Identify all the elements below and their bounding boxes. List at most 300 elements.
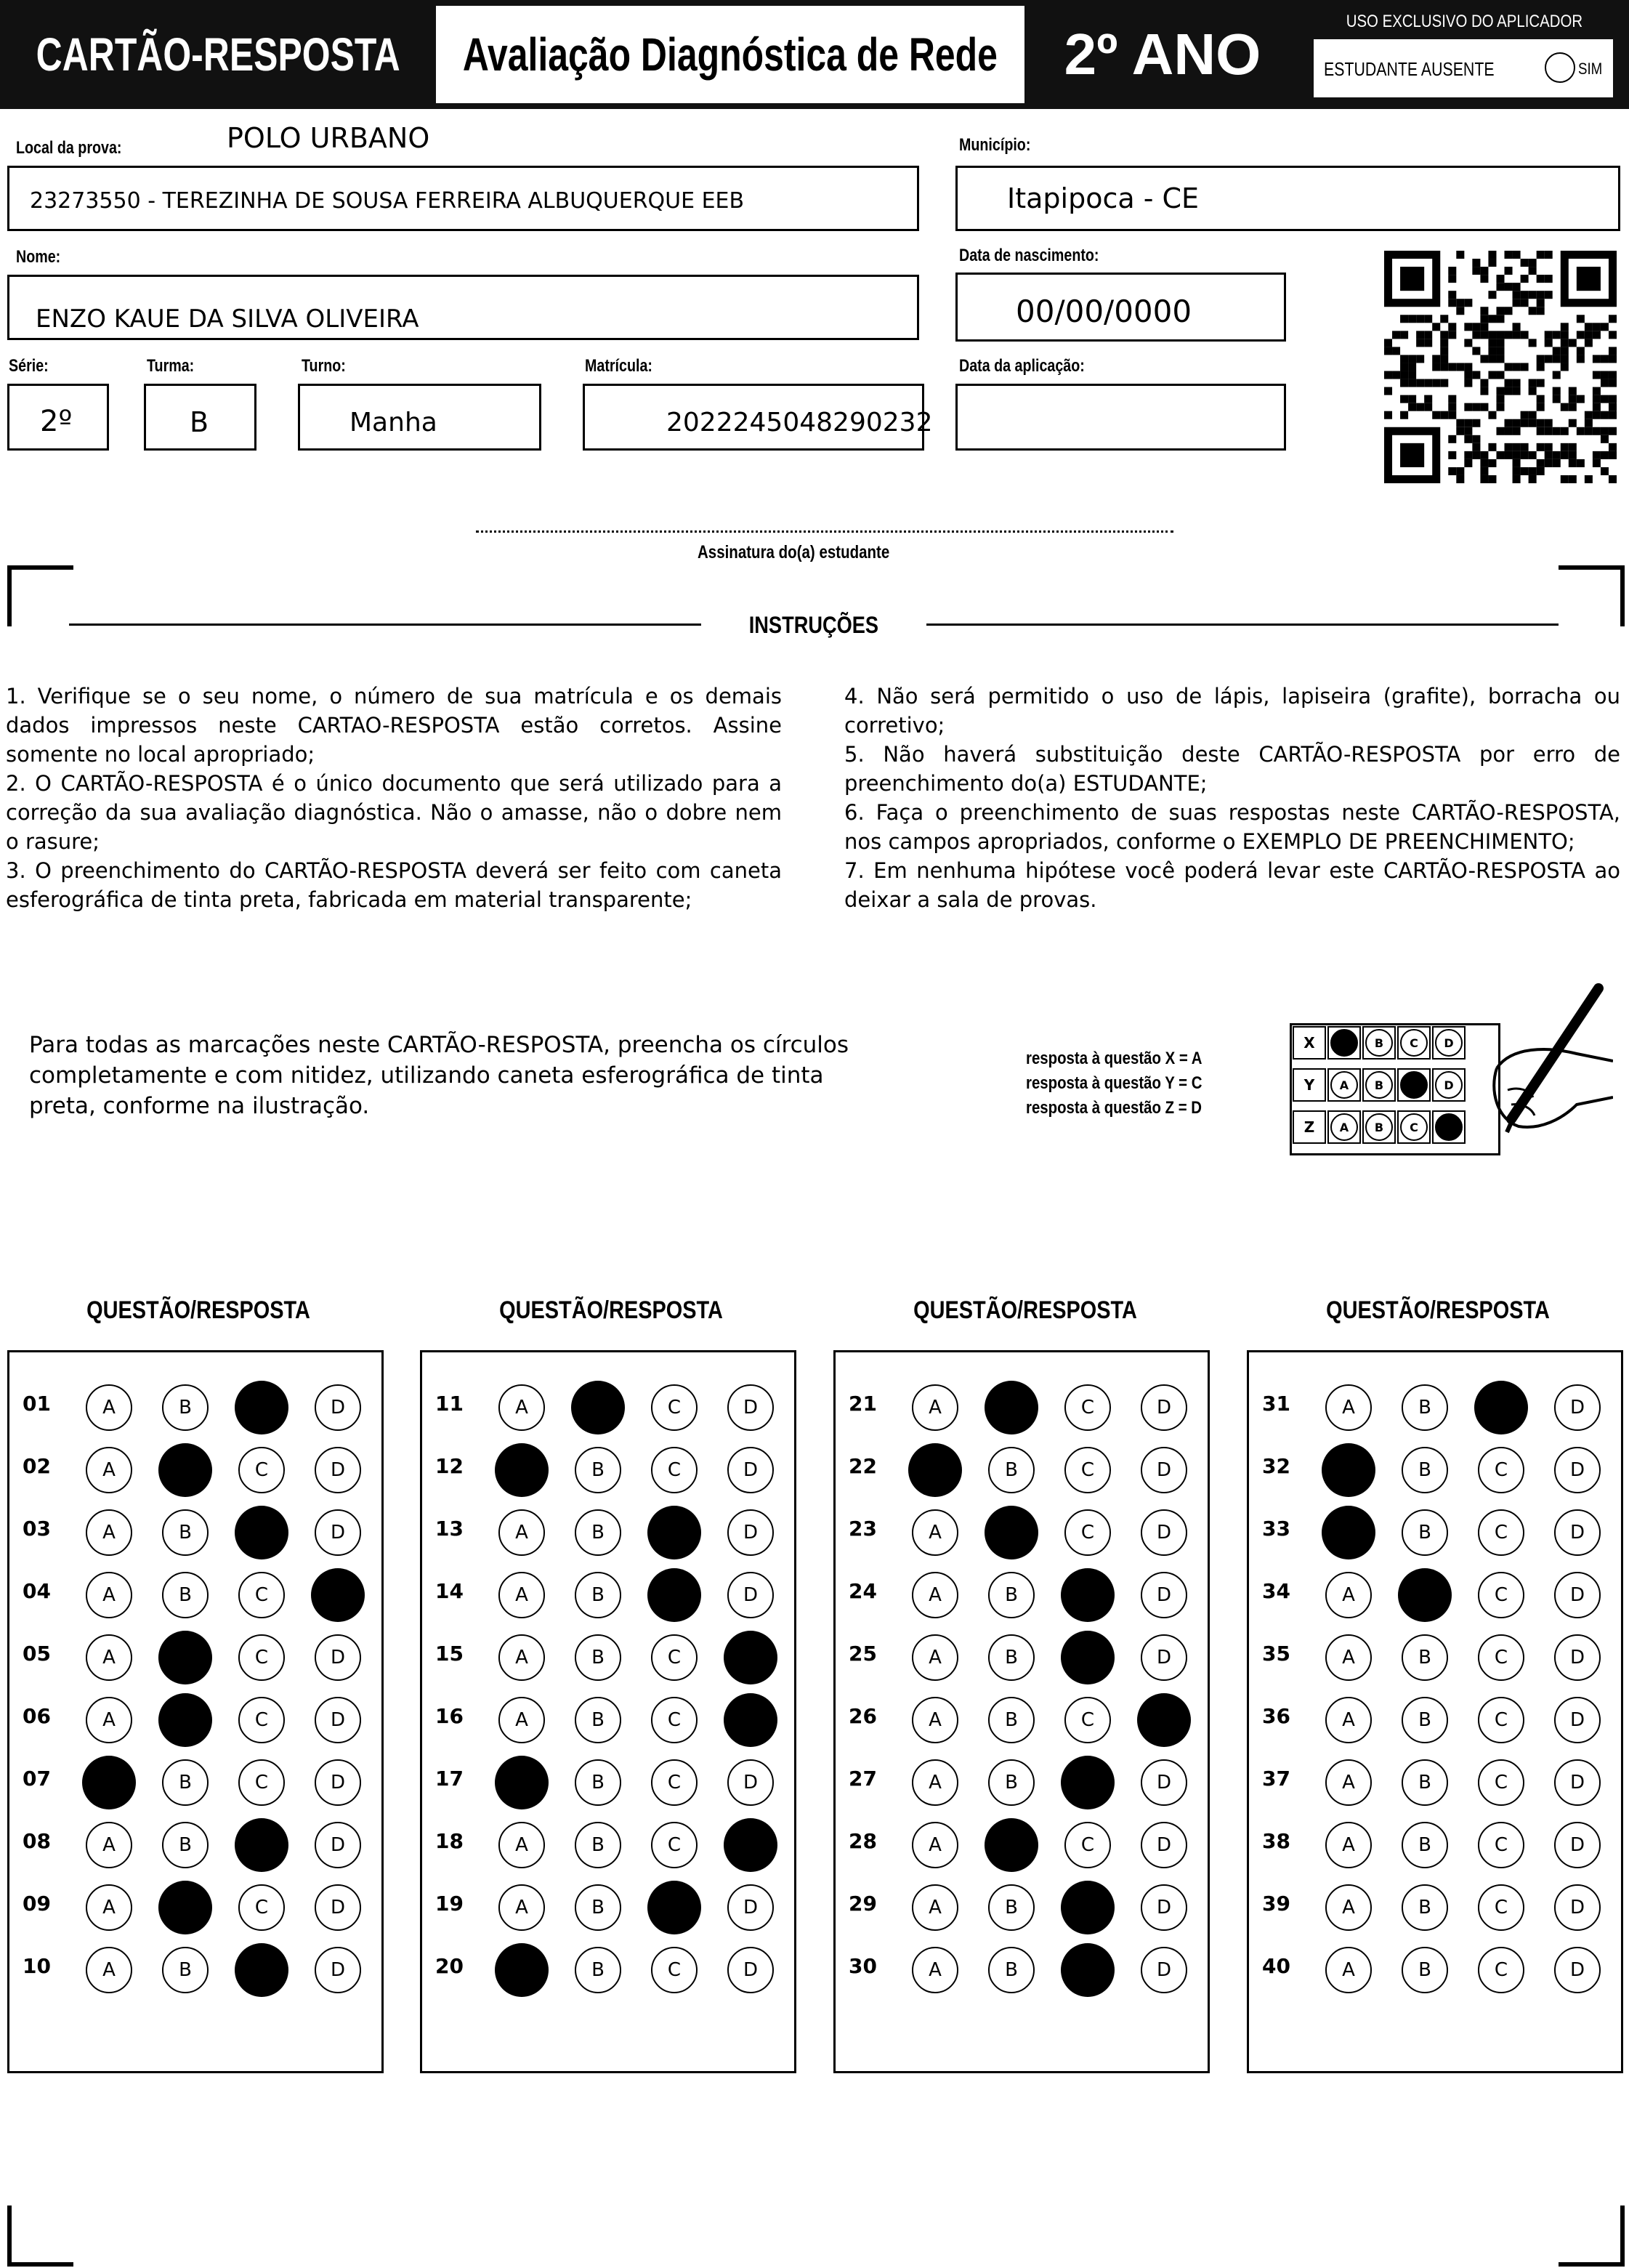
answer-bubble-c[interactable] [1061,1881,1115,1934]
answer-bubble-d[interactable]: D [1141,1634,1187,1681]
serie-label: Série: [9,356,49,376]
question-row [9,1931,381,2001]
absent-checkbox[interactable] [1545,52,1575,83]
question-row [836,1618,1208,1688]
turno-value: Manha [349,408,437,437]
answer-bubble-c[interactable]: C [1478,1509,1524,1556]
matricula-label: Matrícula: [585,356,652,376]
answer-bubble-d[interactable]: D [727,1759,774,1806]
answer-bubble-a[interactable]: A [1325,1634,1372,1681]
question-row [836,1556,1208,1626]
answer-bubble-b[interactable]: B [575,1634,621,1681]
exam-title: Avaliação Diagnóstica de Rede [462,28,998,81]
answer-bubble-b[interactable]: B [575,1884,621,1931]
answer-bubble-d[interactable]: D [1554,1884,1601,1931]
answer-bubble-c[interactable]: C [1064,1384,1111,1431]
question-row [9,1806,381,1876]
answer-bubble-d[interactable] [1137,1693,1191,1747]
answer-bubble-d[interactable]: D [1554,1572,1601,1618]
example-cell [1327,1110,1361,1144]
answer-bubble-c[interactable]: C [651,1447,698,1493]
answer-bubble-d[interactable]: D [727,1572,774,1618]
aplicacao-label: Data da aplicação: [959,356,1085,376]
answer-bubble-a[interactable]: A [498,1572,545,1618]
answer-bubble-c[interactable]: C [1478,1447,1524,1493]
answer-bubble-b[interactable]: B [1402,1384,1448,1431]
answer-bubble-d[interactable]: D [1554,1697,1601,1743]
card-title-text: CARTÃO-RESPOSTA [36,28,400,81]
answer-bubble-b[interactable] [158,1693,212,1747]
answer-bubble-b[interactable]: B [1402,1447,1448,1493]
turma-value: B [190,406,209,438]
answer-bubble-d[interactable]: D [1554,1947,1601,1993]
question-number: 09 [23,1892,51,1916]
answer-bubble-c[interactable] [1061,1631,1115,1684]
question-row [9,1431,381,1501]
question-number: 37 [1262,1767,1290,1791]
answer-bubble-c[interactable]: C [238,1572,285,1618]
example-cell [1432,1110,1466,1144]
example-bubble-d: D [1435,1071,1463,1099]
example-bubble-b: B [1365,1071,1393,1099]
question-row [422,1431,794,1501]
example-cell [1432,1068,1466,1102]
answer-bubble-a[interactable]: A [1325,1572,1372,1618]
answer-bubble-b[interactable]: B [1402,1822,1448,1868]
answer-bubble-c[interactable]: C [238,1447,285,1493]
question-row [422,1806,794,1876]
answer-bubble-a[interactable]: A [86,1572,132,1618]
grade-label: 2º ANO [1064,22,1261,86]
answer-bubble-b[interactable]: B [162,1509,209,1556]
column-title: QUESTÃO/RESPOSTA [1326,1296,1550,1324]
answer-bubble-a[interactable]: A [912,1384,958,1431]
answer-bubble-c[interactable] [235,1943,288,1997]
answer-bubble-b[interactable]: B [575,1447,621,1493]
question-row [836,1493,1208,1563]
answer-bubble-c[interactable] [647,1881,701,1934]
answer-bubble-d[interactable]: D [1141,1947,1187,1993]
answer-bubble-c[interactable]: C [1478,1947,1524,1993]
answer-bubble-c[interactable] [235,1818,288,1872]
answer-bubble-b[interactable]: B [575,1759,621,1806]
question-number: 13 [435,1517,464,1541]
answer-bubble-d[interactable]: D [315,1822,361,1868]
question-row [422,1743,794,1813]
answer-bubble-c[interactable]: C [238,1884,285,1931]
answer-bubble-c[interactable]: C [1478,1634,1524,1681]
answer-bubble-c[interactable] [647,1506,701,1559]
school-box [7,166,919,231]
question-row [1249,1931,1621,2001]
question-number: 26 [849,1704,877,1728]
answer-bubble-d[interactable]: D [315,1759,361,1806]
answer-bubble-b[interactable]: B [162,1384,209,1431]
answer-bubble-a[interactable]: A [86,1447,132,1493]
answer-bubble-b[interactable] [985,1818,1038,1872]
answer-bubble-c[interactable]: C [651,1384,698,1431]
question-number: 34 [1262,1579,1290,1603]
answer-bubble-c[interactable]: C [651,1634,698,1681]
answer-bubble-c[interactable]: C [651,1822,698,1868]
question-number: 16 [435,1704,464,1728]
question-row [836,1368,1208,1438]
answer-bubble-a[interactable]: A [912,1822,958,1868]
question-number: 11 [435,1392,464,1416]
example-cell [1362,1026,1396,1060]
answer-bubble-c[interactable]: C [1478,1572,1524,1618]
answer-bubble-a[interactable] [495,1756,549,1809]
question-row [1249,1493,1621,1563]
answer-bubble-b[interactable]: B [575,1697,621,1743]
answer-bubble-b[interactable]: B [575,1509,621,1556]
answer-bubble-d[interactable] [724,1693,777,1747]
answer-bubble-c[interactable]: C [651,1697,698,1743]
answer-bubble-a[interactable]: A [498,1634,545,1681]
answer-bubble-b[interactable]: B [162,1572,209,1618]
question-row [422,1931,794,2001]
question-number: 40 [1262,1954,1290,1978]
question-row [836,1431,1208,1501]
answer-bubble-b[interactable] [158,1443,212,1497]
signature-line[interactable] [476,530,1173,533]
qr-code [1384,251,1617,483]
question-number: 23 [849,1517,877,1541]
turno-label: Turno: [302,356,346,376]
example-bubble-d [1435,1113,1463,1141]
answer-bubble-d[interactable]: D [727,1384,774,1431]
example-cell [1397,1026,1431,1060]
aplicacao-box[interactable] [955,384,1286,451]
answer-bubble-d[interactable]: D [1141,1884,1187,1931]
answer-bubble-d[interactable]: D [315,1447,361,1493]
nascimento-box [955,273,1286,342]
question-row [1249,1806,1621,1876]
answer-bubble-b[interactable]: B [575,1822,621,1868]
grade-box [1032,11,1293,98]
question-row [1249,1681,1621,1751]
question-number: 33 [1262,1517,1290,1541]
answer-bubble-a[interactable]: A [498,1822,545,1868]
answer-bubble-d[interactable]: D [1554,1447,1601,1493]
answer-bubble-d[interactable]: D [1141,1384,1187,1431]
answer-bubble-a[interactable]: A [86,1384,132,1431]
signature-label: Assinatura do(a) estudante [698,542,890,562]
applicator-box [1308,6,1620,103]
instructions-left [6,682,782,914]
matricula-value: 2022245048290232 [666,408,933,437]
answer-bubble-a[interactable]: A [912,1884,958,1931]
answer-bubble-b[interactable]: B [988,1447,1035,1493]
answer-bubble-b[interactable] [158,1631,212,1684]
instruction-item: 2. O CARTÃO-RESPOSTA é o único documento que será utilizado para a correção da sua avaliação diagnóstica. Não o amasse, não o dobre nem o rasure; [6,771,782,854]
answer-bubble-d[interactable]: D [315,1697,361,1743]
example-bubble-a: A [1330,1071,1358,1099]
answer-bubble-c[interactable]: C [651,1947,698,1993]
question-number: 14 [435,1579,464,1603]
answer-bubble-c[interactable]: C [238,1634,285,1681]
answer-bubble-b[interactable]: B [162,1822,209,1868]
example-bubble-b: B [1365,1113,1393,1141]
answer-bubble-a[interactable]: A [912,1634,958,1681]
question-row [9,1743,381,1813]
question-number: 39 [1262,1892,1290,1916]
column-title: QUESTÃO/RESPOSTA [913,1296,1137,1324]
answer-bubble-a[interactable]: A [498,1509,545,1556]
question-row [9,1493,381,1563]
answer-bubble-c[interactable] [647,1568,701,1622]
question-number: 05 [23,1642,51,1666]
answer-bubble-d[interactable]: D [1554,1634,1601,1681]
question-row [422,1618,794,1688]
answer-bubble-a[interactable] [495,1443,549,1497]
instruction-item: 4. Não será permitido o uso de lápis, lapiseira (grafite), borracha ou corretivo; [844,684,1620,738]
local-value: POLO URBANO [227,122,430,154]
answer-bubble-c[interactable]: C [651,1759,698,1806]
question-number: 20 [435,1954,464,1978]
answer-bubble-a[interactable]: A [86,1947,132,1993]
question-number: 38 [1262,1829,1290,1853]
question-number: 29 [849,1892,877,1916]
answer-bubble-c[interactable]: C [238,1759,285,1806]
question-row [1249,1743,1621,1813]
answer-bubble-b[interactable]: B [988,1884,1035,1931]
answer-bubble-a[interactable]: A [498,1384,545,1431]
applicator-title: USO EXCLUSIVO DO APLICADOR [1346,12,1582,31]
answer-bubble-d[interactable]: D [1141,1572,1187,1618]
answer-bubble-d[interactable]: D [1141,1822,1187,1868]
question-row [422,1368,794,1438]
answer-bubble-a[interactable]: A [1325,1384,1372,1431]
matricula-box [583,384,933,451]
instruction-item: 7. Em nenhuma hipótese você poderá levar este CARTÃO-RESPOSTA ao deixar a sala de provas. [844,858,1620,912]
answer-bubble-c[interactable]: C [1064,1447,1111,1493]
answer-bubble-a[interactable]: A [498,1697,545,1743]
answer-bubble-d[interactable]: D [1141,1759,1187,1806]
answer-bubble-a[interactable]: A [86,1634,132,1681]
answer-bubble-b[interactable]: B [988,1697,1035,1743]
question-number: 06 [23,1704,51,1728]
absent-option-label: SIM [1578,60,1603,78]
question-number: 31 [1262,1392,1290,1416]
absent-label: ESTUDANTE AUSENTE [1324,58,1495,80]
serie-box [7,384,109,451]
municipio-box [955,166,1620,231]
example-cell [1397,1110,1431,1144]
answer-bubble-b[interactable] [1398,1568,1452,1622]
answer-bubble-a[interactable]: A [1325,1947,1372,1993]
answer-bubble-b[interactable]: B [575,1572,621,1618]
instructions-right [844,682,1620,914]
answer-bubble-a[interactable]: A [1325,1759,1372,1806]
answer-bubble-d[interactable]: D [315,1884,361,1931]
instruction-item: 1. Verifique se o seu nome, o número de sua matrícula e os demais dados impressos neste CARTAO-RESPOSTA estão corretos. Assine somente no local apropriado; [6,684,782,767]
answer-bubble-c[interactable]: C [1478,1697,1524,1743]
answer-bubble-d[interactable]: D [727,1509,774,1556]
turma-box [144,384,256,451]
school-value: 23273550 - TEREZINHA DE SOUSA FERREIRA ALBUQUERQUE EEB [30,188,745,214]
answer-bubble-b[interactable]: B [575,1947,621,1993]
example-line: resposta à questão X = A [1026,1049,1202,1068]
answer-bubble-b[interactable]: B [162,1947,209,1993]
answer-bubble-c[interactable]: C [238,1697,285,1743]
example-cell [1362,1110,1396,1144]
answer-bubble-a[interactable]: A [1325,1697,1372,1743]
answer-bubble-b[interactable]: B [988,1759,1035,1806]
answer-bubble-a[interactable]: A [912,1572,958,1618]
answer-bubble-d[interactable]: D [315,1509,361,1556]
answer-bubble-b[interactable] [985,1381,1038,1434]
instruction-item: 6. Faça o preenchimento de suas respostas neste CARTÃO-RESPOSTA, nos campos apropriados, conforme o EXEMPLO DE PREENCHIMENTO; [844,800,1620,854]
answer-bubble-a[interactable] [495,1943,549,1997]
answer-bubble-c[interactable] [1061,1568,1115,1622]
answer-bubble-d[interactable]: D [1554,1759,1601,1806]
answer-bubble-d[interactable] [311,1568,365,1622]
answer-panel [420,1350,796,2073]
answer-bubble-d[interactable]: D [1141,1447,1187,1493]
answer-bubble-c[interactable]: C [1478,1884,1524,1931]
answer-bubble-c[interactable] [1474,1381,1528,1434]
answer-bubble-c[interactable] [235,1506,288,1559]
answer-bubble-b[interactable]: B [988,1947,1035,1993]
answer-bubble-d[interactable]: D [1141,1509,1187,1556]
question-row [1249,1618,1621,1688]
answer-bubble-d[interactable]: D [727,1447,774,1493]
answer-bubble-a[interactable]: A [912,1697,958,1743]
example-bubble-c [1400,1071,1428,1099]
answer-bubble-a[interactable]: A [86,1822,132,1868]
question-number: 22 [849,1454,877,1478]
answer-bubble-d[interactable]: D [727,1884,774,1931]
question-number: 03 [23,1517,51,1541]
answer-bubble-a[interactable]: A [86,1697,132,1743]
answer-bubble-c[interactable]: C [1064,1509,1111,1556]
question-number: 24 [849,1579,877,1603]
answer-bubble-a[interactable] [1322,1443,1375,1497]
corner-mark-bottom-right [1559,2206,1625,2267]
answer-bubble-c[interactable]: C [1064,1697,1111,1743]
answer-bubble-b[interactable]: B [1402,1509,1448,1556]
municipio-value: Itapipoca - CE [1007,182,1200,214]
pen-hand-illustration [1468,981,1613,1148]
answer-bubble-b[interactable] [158,1881,212,1934]
municipio-label: Município: [959,135,1031,155]
question-number: 02 [23,1454,51,1478]
nome-label: Nome: [16,247,61,267]
question-number: 36 [1262,1704,1290,1728]
answer-bubble-c[interactable]: C [1064,1822,1111,1868]
answer-panel [833,1350,1210,2073]
corner-mark-top-left [7,565,73,626]
answer-bubble-d[interactable]: D [1554,1384,1601,1431]
answer-bubble-a[interactable] [908,1443,962,1497]
answer-bubble-c[interactable]: C [1478,1822,1524,1868]
answer-bubble-d[interactable] [724,1631,777,1684]
answer-bubble-d[interactable]: D [315,1634,361,1681]
question-row [422,1556,794,1626]
answer-bubble-b[interactable]: B [1402,1759,1448,1806]
answer-bubble-b[interactable]: B [988,1634,1035,1681]
example-bubble-a [1330,1029,1358,1057]
answer-bubble-c[interactable] [1061,1943,1115,1997]
example-cell [1432,1026,1466,1060]
answer-bubble-c[interactable] [235,1381,288,1434]
turma-label: Turma: [147,356,195,376]
answer-bubble-c[interactable]: C [1478,1759,1524,1806]
question-row [9,1556,381,1626]
instruction-item: 3. O preenchimento do CARTÃO-RESPOSTA deverá ser feito com caneta esferográfica de tinta preta, fabricada em material transparente; [6,858,782,912]
question-number: 27 [849,1767,877,1791]
question-row [836,1743,1208,1813]
turno-box [298,384,541,451]
answer-bubble-b[interactable] [985,1506,1038,1559]
question-number: 10 [23,1954,51,1978]
exam-title-box [436,6,1024,103]
example-line: resposta à questão Z = D [1026,1098,1202,1118]
example-cell [1327,1068,1361,1102]
answer-bubble-a[interactable]: A [1325,1822,1372,1868]
answer-bubble-a[interactable]: A [1325,1884,1372,1931]
answer-bubble-d[interactable] [724,1818,777,1872]
answer-bubble-b[interactable]: B [1402,1947,1448,1993]
answer-bubble-a[interactable]: A [912,1759,958,1806]
answer-bubble-c[interactable] [1061,1756,1115,1809]
applicator-inner [1314,39,1613,97]
answer-bubble-a[interactable] [1322,1506,1375,1559]
answer-bubble-d[interactable]: D [315,1947,361,1993]
answer-bubble-b[interactable]: B [988,1572,1035,1618]
answer-bubble-a[interactable] [82,1756,136,1809]
answer-panel [1247,1350,1623,2073]
answer-bubble-a[interactable]: A [498,1884,545,1931]
nascimento-label: Data de nascimento: [959,246,1099,265]
question-number: 01 [23,1392,51,1416]
question-row [1249,1368,1621,1438]
column-title: QUESTÃO/RESPOSTA [499,1296,723,1324]
example-cell [1327,1026,1361,1060]
answer-bubble-b[interactable]: B [1402,1697,1448,1743]
question-row [1249,1868,1621,1938]
answer-bubble-a[interactable]: A [912,1947,958,1993]
question-number: 19 [435,1892,464,1916]
answer-bubble-d[interactable]: D [1554,1509,1601,1556]
corner-mark-top-right [1559,565,1625,626]
question-row [836,1681,1208,1751]
question-row [836,1868,1208,1938]
answer-bubble-d[interactable]: D [1554,1822,1601,1868]
qr-code-graphic [1384,251,1617,483]
answer-bubble-b[interactable]: B [1402,1884,1448,1931]
answer-bubble-a[interactable]: A [86,1509,132,1556]
question-row [1249,1556,1621,1626]
example-bubble-d: D [1435,1029,1463,1057]
card-title [15,15,421,94]
answer-bubble-a[interactable]: A [912,1509,958,1556]
answer-bubble-b[interactable]: B [1402,1634,1448,1681]
answer-bubble-b[interactable]: B [162,1759,209,1806]
corner-mark-bottom-left [7,2206,73,2267]
answer-bubble-d[interactable]: D [727,1947,774,1993]
nome-box [7,275,919,340]
question-row [9,1618,381,1688]
answer-bubble-a[interactable]: A [86,1884,132,1931]
question-number: 04 [23,1579,51,1603]
question-row [422,1868,794,1938]
answer-bubble-d[interactable]: D [315,1384,361,1431]
instruction-item: 5. Não haverá substituição deste CARTÃO-RESPOSTA por erro de preenchimento do(a) ESTUDANTE; [844,742,1620,796]
answer-bubble-b[interactable] [571,1381,625,1434]
question-row [9,1368,381,1438]
